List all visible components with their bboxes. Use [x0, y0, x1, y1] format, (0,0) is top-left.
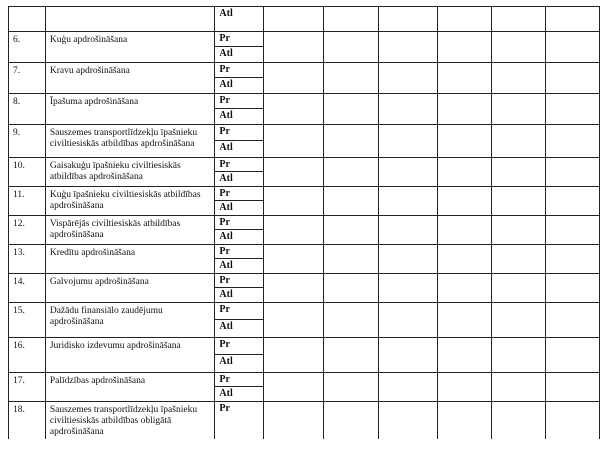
value-cell[interactable] — [323, 94, 378, 125]
value-cell[interactable] — [379, 303, 438, 338]
row-number: 7. — [9, 63, 46, 94]
table-row — [9, 216, 600, 245]
insurance-classes-table — [8, 6, 600, 439]
atl-label: Atl — [219, 142, 233, 153]
atl-label: Atl — [219, 321, 233, 332]
row-number: 17. — [9, 373, 46, 402]
value-cell[interactable] — [264, 274, 324, 303]
pr-label: Pr — [215, 303, 263, 320]
pr-atl-cell — [215, 94, 264, 125]
value-cell[interactable] — [379, 187, 438, 216]
value-cell[interactable] — [379, 158, 438, 187]
value-cell[interactable] — [545, 274, 599, 303]
insurance-class-name: Kredītu apdrošināšana — [45, 245, 215, 274]
value-cell[interactable] — [492, 187, 545, 216]
insurance-class-name: Kravu apdrošināšana — [45, 63, 215, 94]
value-cell[interactable] — [437, 338, 491, 373]
value-cell[interactable] — [323, 7, 378, 32]
row-number: 11. — [9, 187, 46, 216]
row-number: 18. — [9, 402, 46, 439]
atl-label: Atl — [219, 231, 233, 242]
pr-label: Pr — [215, 125, 263, 141]
row-number: 6. — [9, 32, 46, 63]
table-row — [9, 338, 600, 373]
value-cell[interactable] — [492, 245, 545, 274]
value-cell[interactable] — [264, 402, 324, 439]
value-cell[interactable] — [492, 63, 545, 94]
atl-label: Atl — [219, 110, 233, 121]
value-cell[interactable] — [323, 274, 378, 303]
value-cell[interactable] — [545, 402, 599, 439]
value-cell[interactable] — [323, 125, 378, 158]
value-cell[interactable] — [323, 216, 378, 245]
row-number — [9, 7, 46, 32]
value-cell[interactable] — [437, 94, 491, 125]
value-cell[interactable] — [545, 303, 599, 338]
value-cell[interactable] — [437, 373, 491, 402]
row-number: 10. — [9, 158, 46, 187]
pr-atl-cell — [215, 125, 264, 158]
value-cell[interactable] — [264, 94, 324, 125]
pr-label: Pr — [215, 32, 263, 47]
value-cell[interactable] — [437, 63, 491, 94]
atl-label: Atl — [219, 48, 233, 59]
atl-label: Atl — [219, 173, 233, 184]
table-row — [9, 63, 600, 94]
value-cell[interactable] — [492, 303, 545, 338]
value-cell[interactable] — [264, 245, 324, 274]
table-row — [9, 373, 600, 402]
row-number: 15. — [9, 303, 46, 338]
value-cell[interactable] — [545, 158, 599, 187]
atl-label: Atl — [219, 8, 233, 19]
value-cell[interactable] — [379, 7, 438, 32]
value-cell[interactable] — [323, 187, 378, 216]
value-cell[interactable] — [545, 373, 599, 402]
value-cell[interactable] — [492, 338, 545, 373]
pr-label: Pr — [215, 187, 263, 201]
value-cell[interactable] — [379, 338, 438, 373]
insurance-class-name: Sauszemes transportlīdzekļu īpašnieku civiltiesiskās atbildības apdrošināšana — [45, 125, 215, 158]
value-cell[interactable] — [437, 303, 491, 338]
value-cell[interactable] — [437, 245, 491, 274]
atl-label: Atl — [219, 289, 233, 300]
insurance-class-name: Juridisko izdevumu apdrošināšana — [45, 338, 215, 373]
atl-label: Atl — [219, 388, 233, 399]
value-cell[interactable] — [323, 303, 378, 338]
pr-label: Pr — [215, 338, 263, 355]
value-cell[interactable] — [545, 94, 599, 125]
value-cell[interactable] — [264, 216, 324, 245]
table-row — [9, 274, 600, 303]
insurance-class-name: Sauszemes transportlīdzekļu īpašnieku civiltiesiskās atbildības obligātā apdrošināšana — [45, 402, 215, 439]
value-cell[interactable] — [437, 158, 491, 187]
table-row — [9, 303, 600, 338]
pr-atl-cell — [215, 402, 264, 439]
insurance-class-name: Kuģu īpašnieku civiltiesiskās atbildības apdrošināšana — [45, 187, 215, 216]
row-number: 12. — [9, 216, 46, 245]
table — [8, 6, 600, 439]
value-cell[interactable] — [264, 7, 324, 32]
value-cell[interactable] — [264, 32, 324, 63]
value-cell[interactable] — [264, 373, 324, 402]
pr-atl-cell — [215, 187, 264, 216]
value-cell[interactable] — [545, 187, 599, 216]
pr-label: Pr — [215, 216, 263, 230]
table-row — [9, 245, 600, 274]
table-row — [9, 94, 600, 125]
value-cell[interactable] — [492, 158, 545, 187]
atl-label: Atl — [219, 260, 233, 271]
insurance-class-name: Kuģu apdrošināšana — [45, 32, 215, 63]
value-cell[interactable] — [379, 274, 438, 303]
insurance-class-name — [45, 7, 215, 32]
value-cell[interactable] — [492, 216, 545, 245]
pr-atl-cell — [215, 216, 264, 245]
atl-label: Atl — [219, 79, 233, 90]
row-number: 14. — [9, 274, 46, 303]
value-cell[interactable] — [264, 303, 324, 338]
atl-label: Atl — [219, 356, 233, 367]
table-row — [9, 158, 600, 187]
value-cell[interactable] — [545, 216, 599, 245]
value-cell[interactable] — [492, 32, 545, 63]
pr-atl-cell — [215, 245, 264, 274]
insurance-class-name: Palīdzības apdrošināšana — [45, 373, 215, 402]
value-cell[interactable] — [264, 125, 324, 158]
value-cell[interactable] — [264, 158, 324, 187]
table-row — [9, 187, 600, 216]
pr-atl-cell — [215, 63, 264, 94]
value-cell[interactable] — [545, 63, 599, 94]
value-cell[interactable] — [323, 373, 378, 402]
atl-label: Atl — [219, 202, 233, 213]
value-cell[interactable] — [545, 245, 599, 274]
pr-label: Pr — [215, 94, 263, 109]
value-cell[interactable] — [379, 32, 438, 63]
pr-atl-cell — [215, 32, 264, 63]
value-cell[interactable] — [437, 32, 491, 63]
pr-atl-cell — [215, 303, 264, 338]
insurance-class-name: Dažādu finansiālo zaudējumu apdrošināšana — [45, 303, 215, 338]
pr-atl-cell — [215, 338, 264, 373]
value-cell[interactable] — [545, 338, 599, 373]
pr-atl-cell — [215, 274, 264, 303]
table-row — [9, 125, 600, 158]
table-row — [9, 32, 600, 63]
pr-atl-cell — [215, 158, 264, 187]
pr-label: Pr — [215, 63, 263, 78]
pr-label: Pr — [215, 245, 263, 259]
value-cell[interactable] — [437, 274, 491, 303]
value-cell[interactable] — [379, 245, 438, 274]
value-cell[interactable] — [437, 7, 491, 32]
row-number: 13. — [9, 245, 46, 274]
value-cell[interactable] — [379, 63, 438, 94]
value-cell[interactable] — [379, 402, 438, 439]
value-cell[interactable] — [264, 63, 324, 94]
insurance-class-name: Vispārējās civiltiesiskās atbildības apdrošināšana — [45, 216, 215, 245]
value-cell[interactable] — [437, 216, 491, 245]
value-cell[interactable] — [379, 94, 438, 125]
table-row — [9, 402, 600, 439]
table-row — [9, 7, 600, 32]
value-cell[interactable] — [264, 338, 324, 373]
row-number: 9. — [9, 125, 46, 158]
value-cell[interactable] — [492, 373, 545, 402]
value-cell[interactable] — [379, 216, 438, 245]
value-cell[interactable] — [323, 245, 378, 274]
row-number: 8. — [9, 94, 46, 125]
row-number: 16. — [9, 338, 46, 373]
pr-atl-cell — [215, 373, 264, 402]
value-cell[interactable] — [545, 125, 599, 158]
value-cell[interactable] — [379, 125, 438, 158]
value-cell[interactable] — [492, 94, 545, 125]
value-cell[interactable] — [492, 274, 545, 303]
value-cell[interactable] — [323, 402, 378, 439]
value-cell[interactable] — [323, 63, 378, 94]
value-cell[interactable] — [545, 7, 599, 32]
value-cell[interactable] — [437, 125, 491, 158]
pr-label: Pr — [215, 158, 263, 172]
insurance-class-name: Galvojumu apdrošināšana — [45, 274, 215, 303]
insurance-class-name: Īpašuma apdrošināšana — [45, 94, 215, 125]
value-cell[interactable] — [437, 187, 491, 216]
pr-label: Pr — [215, 373, 263, 387]
value-cell[interactable] — [492, 125, 545, 158]
value-cell[interactable] — [264, 187, 324, 216]
value-cell[interactable] — [323, 338, 378, 373]
value-cell[interactable] — [492, 7, 545, 32]
value-cell[interactable] — [437, 402, 491, 439]
insurance-class-name: Gaisakuģu īpašnieku civiltiesiskās atbildības apdrošināšana — [45, 158, 215, 187]
pr-atl-cell — [215, 7, 264, 32]
pr-label: Pr — [219, 403, 230, 414]
pr-label: Pr — [215, 274, 263, 288]
value-cell[interactable] — [323, 158, 378, 187]
value-cell[interactable] — [379, 373, 438, 402]
value-cell[interactable] — [323, 32, 378, 63]
value-cell[interactable] — [492, 402, 545, 439]
value-cell[interactable] — [545, 32, 599, 63]
